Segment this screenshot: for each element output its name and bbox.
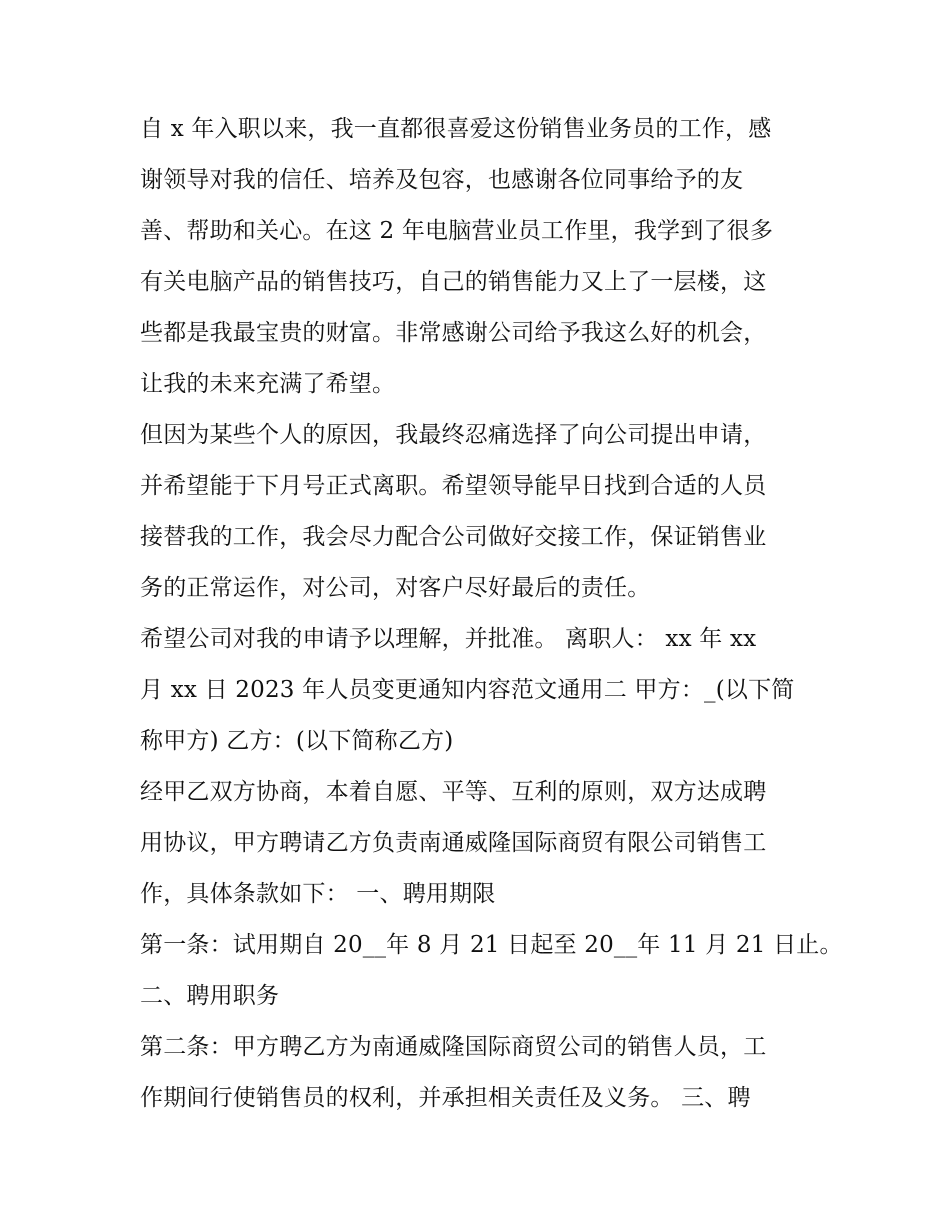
text-line: 但因为某些个人的原因，我最终忍痛选择了向公司提出申请， — [140, 422, 767, 448]
text-line: 作，具体条款如下： 一、聘用期限 — [140, 881, 496, 907]
text-line: 经甲乙双方协商，本着自愿、平等、互利的原则，双方达成聘 — [140, 779, 767, 805]
text-line: 接替我的工作，我会尽力配合公司做好交接工作，保证销售业 — [140, 524, 767, 550]
text-line: 自 x 年入职以来，我一直都很喜爱这份销售业务员的工作，感 — [140, 116, 772, 142]
text-line: 让我的未来充满了希望。 — [140, 371, 396, 397]
text-line: 希望公司对我的申请予以理解，并批准。 离职人： xx 年 xx — [140, 626, 757, 652]
text-line: 月 xx 日 2023 年人员变更通知内容范文通用二 甲方：_(以下简 — [140, 677, 795, 703]
text-line: 用协议，甲方聘请乙方负责南通威隆国际商贸有限公司销售工 — [140, 830, 767, 856]
text-line: 并希望能于下月号正式离职。希望领导能早日找到合适的人员 — [140, 473, 767, 499]
document-body — [140, 104, 843, 1124]
text-line: 务的正常运作，对公司，对客户尽好最后的责任。 — [140, 575, 651, 601]
text-line: 二、聘用职务 — [140, 983, 280, 1009]
text-line: 称甲方) 乙方：(以下简称乙方) — [140, 728, 454, 754]
text-line: 第二条：甲方聘乙方为南通威隆国际商贸公司的销售人员，工 — [140, 1034, 767, 1060]
text-line: 第一条：试用期自 20__年 8 月 21 日起至 20__年 11 月 21 日止。 — [140, 932, 843, 958]
text-line: 些都是我最宝贵的财富。非常感谢公司给予我这么好的机会， — [140, 320, 767, 346]
text-line: 有关电脑产品的销售技巧，自己的销售能力又上了一层楼，这 — [140, 269, 767, 295]
text-line: 作期间行使销售员的权利，并承担相关责任及义务。 三、聘 — [140, 1085, 751, 1111]
text-line: 善、帮助和关心。在这 2 年电脑营业员工作里，我学到了很多 — [140, 218, 774, 244]
text-line: 谢领导对我的信任、培养及包容，也感谢各位同事给予的友 — [140, 167, 744, 193]
